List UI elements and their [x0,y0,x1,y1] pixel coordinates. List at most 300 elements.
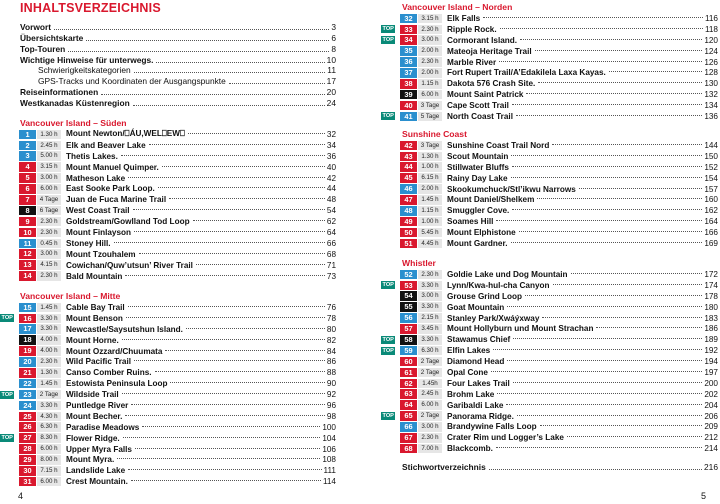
route-page: 68 [326,249,336,259]
route-row [0,227,336,238]
route-duration: 2.15 h [418,313,442,323]
route-page: 192 [704,346,718,356]
route-duration: 3.00 h [418,291,442,301]
route-page: 62 [326,217,336,227]
toc-entry-page: 6 [331,32,336,43]
route-name: Thetis Lakes. [66,151,118,161]
route-page: 92 [326,390,336,400]
route-row [381,78,718,89]
route-duration: 5.45 h [418,228,442,238]
route-number-badge: 37 [400,68,417,78]
route-number-badge: 36 [400,57,417,67]
route-page: 66 [326,238,336,248]
route-duration: 2.30 h [418,270,442,280]
route-row [0,183,336,194]
page-number-right: 5 [700,491,706,501]
route-name: Garibaldi Lake [447,400,504,410]
route-name: Lynn/Kwa-hul-cha Canyon [447,280,550,290]
route-name: Sunshine Coast Trail Nord [447,140,550,150]
route-name: Newcastle/Saysutshun Island. [66,324,183,334]
route-row [0,465,336,476]
route-number-badge: 53 [400,281,417,291]
route-number-badge: 44 [400,162,417,172]
route-duration: 6.00 h [418,90,442,100]
route-duration: 3.15 h [37,162,61,172]
index-entry [402,461,718,472]
route-name: Blackcomb. [447,444,493,454]
route-duration: 3.45 h [418,324,442,334]
route-page: 98 [326,411,336,421]
route-duration: 2.30 h [37,217,61,227]
route-page: 40 [326,162,336,172]
route-page: 124 [704,46,718,56]
toc-entry [20,54,336,65]
route-page: 202 [704,389,718,399]
route-number-badge: 33 [400,25,417,35]
route-duration: 6.30 h [37,422,61,432]
route-page: 128 [704,68,718,78]
route-number-badge: 58 [400,335,417,345]
route-name: Crest Mountain. [66,477,128,487]
route-number-badge: 19 [19,346,36,356]
route-number-badge: 15 [19,303,36,313]
route-row [0,454,336,465]
route-number-badge: 18 [19,335,36,345]
route-row [381,400,718,411]
route-duration: 6.00 h [37,184,61,194]
toc-entry-label: Reiseinformationen [20,87,99,98]
route-number-badge: 22 [19,379,36,389]
route-row [381,280,718,291]
route-name: Mount Saint Patrick [447,90,524,100]
route-row [381,216,718,227]
route-number-badge: 66 [400,422,417,432]
route-name: Juan de Fuca Marine Trail [66,195,167,205]
toc-entry-label: Übersichtskarte [20,32,84,43]
route-name: Goldstream/Gowlland Tod Loop [66,217,190,227]
route-number-badge: 62 [400,379,417,389]
route-duration: 3.00 h [37,173,61,183]
index-label: Stichwortverzeichnis [402,461,486,472]
route-name: Rainy Day Lake [447,173,508,183]
route-name: Dakota 576 Crash Site. [447,79,536,89]
route-row [0,400,336,411]
route-name: Opal Cone [447,367,488,377]
route-page: 111 [323,466,336,476]
route-row [381,269,718,280]
route-name: Canso Comber Ruins. [66,368,152,378]
route-row [381,162,718,173]
toc-entry-label: GPS-Tracks und Koordinaten der Ausgangspunkte [38,76,226,87]
route-page: 154 [704,173,718,183]
toc-entry-page: 10 [326,54,336,65]
route-name: Elfin Lakes [447,346,491,356]
route-page: 120 [704,35,718,45]
route-row [381,111,718,122]
route-duration: 2.45 h [418,389,442,399]
route-duration: 3.00 h [418,422,442,432]
route-number-badge: 27 [19,433,36,443]
toc-entry [20,43,336,54]
route-row [381,140,718,151]
route-duration: 6.15 h [418,173,442,183]
route-duration: 1.45 h [37,379,61,389]
route-name: Panorama Ridge. [447,411,514,421]
route-row [381,57,718,68]
route-page: 71 [326,260,336,270]
route-page: 150 [704,151,718,161]
route-page: 134 [704,101,718,111]
route-row [0,378,336,389]
route-page: 116 [704,13,718,23]
route-name: Bald Mountain [66,271,123,281]
route-row [381,378,718,389]
route-row [0,367,336,378]
route-name: Wildside Trail [66,390,119,400]
route-number-badge: 6 [19,184,36,194]
route-number-badge: 8 [19,206,36,216]
route-row [0,389,336,400]
route-name: Mateoja Heritage Trail [447,46,532,56]
route-page: 214 [704,444,718,454]
route-duration: 2.00 h [418,184,442,194]
route-page: 166 [704,228,718,238]
route-duration: 1.45 h [418,195,442,205]
route-duration: 2 Tage [418,357,442,367]
route-name: Goldie Lake und Dog Mountain [447,269,568,279]
route-page: 54 [326,206,336,216]
route-duration: 2 Tage [37,390,61,400]
route-row [381,291,718,302]
route-page: 100 [322,422,336,432]
section-norden-list [381,13,718,122]
route-name: Flower Ridge. [66,433,120,443]
route-name: Stoney Hill. [66,238,111,248]
toc-entry-label: Westkanadas Küstenregion [20,98,130,109]
route-duration: 6.00 h [37,444,61,454]
route-page: 73 [326,271,336,281]
route-duration: 4 Tage [37,195,61,205]
route-duration: 5.00 h [37,151,61,161]
route-duration: 1.00 h [418,162,442,172]
route-row [0,249,336,260]
route-duration: 3.15 h [418,14,442,24]
route-page: 78 [326,313,336,323]
route-name: Mount Benson [66,313,123,323]
route-page: 197 [704,367,718,377]
route-row [0,411,336,422]
route-number-badge: 16 [19,314,36,324]
route-name: Soames Hill [447,217,494,227]
route-number-badge: 41 [400,112,417,122]
route-row [381,35,718,46]
general-contents [20,21,336,108]
route-number-badge: 4 [19,162,36,172]
route-duration: 3.30 h [37,401,61,411]
route-duration: 3.00 h [418,35,442,45]
route-row [381,151,718,162]
route-number-badge: 55 [400,302,417,312]
route-number-badge: 42 [400,141,417,151]
route-name: Elk and Beaver Lake [66,140,146,150]
route-duration: 6.30 h [418,346,442,356]
route-page: 183 [704,313,718,323]
route-page: 76 [326,302,336,312]
route-number-badge: 13 [19,260,36,270]
route-page: 84 [326,346,336,356]
route-name: Estowista Peninsula Loop [66,379,168,389]
toc-entry-page: 3 [331,21,336,32]
route-number-badge: 38 [400,79,417,89]
route-row [381,302,718,313]
route-name: Matheson Lake [66,173,126,183]
route-row [381,46,718,57]
route-duration: 1.30 h [418,152,442,162]
route-duration: 2 Tage [418,411,442,421]
route-page: 96 [326,400,336,410]
route-page: 132 [704,90,718,100]
route-name: Paradise Meadows [66,422,140,432]
route-row [381,443,718,454]
route-number-badge: 45 [400,173,417,183]
route-page: 206 [704,411,718,421]
section-title-sunshine: Sunshine Coast [402,129,467,139]
route-row [0,433,336,444]
route-row [381,389,718,400]
route-page: 204 [704,400,718,410]
route-number-badge: 68 [400,444,417,454]
route-name: Crater Rim und Logger’s Lake [447,433,564,443]
route-page: 48 [326,195,336,205]
route-row [381,367,718,378]
route-number-badge: 40 [400,101,417,111]
route-name: West Coast Trail [66,206,130,216]
route-duration: 1.00 h [418,217,442,227]
route-name: East Sooke Park Loop. [66,184,155,194]
route-row [0,271,336,282]
route-duration: 3.00 h [37,249,61,259]
route-name: Puntledge River [66,400,129,410]
route-duration: 6.00 h [37,477,61,487]
route-page: 189 [704,335,718,345]
route-row [0,302,336,313]
route-name: North Coast Trail [447,111,513,121]
top-badge: TOP [382,282,394,289]
route-row [0,205,336,216]
route-row [381,194,718,205]
route-page: 86 [326,357,336,367]
route-name: Cable Bay Trail [66,302,125,312]
route-name: Mount Tzouhalem [66,249,136,259]
route-number-badge: 56 [400,313,417,323]
route-number-badge: 47 [400,195,417,205]
route-name: Stanley Park/Xwáýxway [447,313,540,323]
top-badge: TOP [382,413,394,420]
route-number-badge: 30 [19,466,36,476]
route-number-badge: 23 [19,390,36,400]
route-duration: 3.30 h [418,335,442,345]
route-row [0,238,336,249]
route-number-badge: 50 [400,228,417,238]
route-row [0,346,336,357]
section-whistler-list [381,269,718,454]
toc-entry [20,21,336,32]
route-number-badge: 39 [400,90,417,100]
route-number-badge: 60 [400,357,417,367]
route-row [381,89,718,100]
route-name: Mount Gardner. [447,238,508,248]
route-name: Goat Mountain [447,302,505,312]
route-number-badge: 9 [19,217,36,227]
route-page: 194 [704,357,718,367]
route-page: 130 [704,79,718,89]
route-name: Mount Newton/⎕ÁU,WEL⎕EW⎕ [66,129,185,139]
route-name: Stawamus Chief [447,335,511,345]
toc-entry [20,32,336,43]
route-row [381,432,718,443]
route-page: 42 [326,173,336,183]
route-number-badge: 11 [19,239,36,249]
route-duration: 2.30 h [418,433,442,443]
section-title-norden: Vancouver Island – Norden [402,2,513,12]
top-badge: TOP [382,336,394,343]
route-number-badge: 64 [400,400,417,410]
route-row [0,335,336,346]
route-row [0,216,336,227]
route-duration: 7.00 h [418,444,442,454]
top-badge: TOP [1,315,13,322]
route-number-badge: 12 [19,249,36,259]
route-name: Mount Elphistone [447,228,516,238]
route-row [0,324,336,335]
route-number-badge: 67 [400,433,417,443]
route-number-badge: 35 [400,46,417,56]
route-duration: 2.30 h [37,271,61,281]
route-name: Brohm Lake [447,389,495,399]
route-row [0,162,336,173]
route-duration: 2.30 h [37,357,61,367]
section-sued-list [0,129,336,281]
route-name: Elk Falls [447,13,481,23]
route-page: 118 [704,24,718,34]
route-number-badge: 14 [19,271,36,281]
route-number-badge: 31 [19,477,36,487]
route-row [381,238,718,249]
route-number-badge: 46 [400,184,417,194]
route-number-badge: 25 [19,412,36,422]
route-duration: 8.30 h [37,433,61,443]
section-mitte-list [0,302,336,487]
route-row [0,444,336,455]
route-duration: 3.30 h [37,324,61,334]
route-name: Mount Hollyburn und Mount Strachan [447,324,594,334]
route-name: Diamond Head [447,357,505,367]
route-row [381,334,718,345]
route-duration: 2.30 h [418,57,442,67]
route-duration: 3 Tage [418,141,442,151]
toc-entry [20,86,336,97]
route-number-badge: 65 [400,411,417,421]
route-name: Landslide Lake [66,466,126,476]
route-page: 44 [326,184,336,194]
route-page: 36 [326,151,336,161]
route-duration: 1.30 h [37,368,61,378]
route-name: Wild Pacific Trail [66,357,131,367]
route-name: Ripple Rock. [447,24,497,34]
route-name: Marble River [447,57,497,67]
route-page: 144 [704,140,718,150]
route-row [0,260,336,271]
route-row [381,411,718,422]
route-duration: 2.45 h [37,141,61,151]
route-row [381,323,718,334]
route-duration: 4.00 h [37,335,61,345]
toc-entry-label: Vorwort [20,21,52,32]
route-page: 162 [704,206,718,216]
route-number-badge: 49 [400,217,417,227]
route-name: Upper Myra Falls [66,444,132,454]
route-number-badge: 52 [400,270,417,280]
route-row [381,227,718,238]
route-page: 152 [704,162,718,172]
route-name: Mount Horne. [66,335,119,345]
route-page: 114 [322,477,336,487]
route-page: 106 [322,444,336,454]
toc-entry-label: Wichtige Hinweise für unterwegs. [20,54,154,65]
route-page: 88 [326,368,336,378]
route-name: Cowichan/Quw’utsun’ River Trail [66,260,193,270]
route-duration: 1.45h [418,379,442,389]
route-number-badge: 51 [400,239,417,249]
top-badge: TOP [1,391,13,398]
route-page: 80 [326,324,336,334]
route-row [381,173,718,184]
route-page: 82 [326,335,336,345]
route-duration: 0.45 h [37,239,61,249]
route-page: 108 [322,455,336,465]
route-number-badge: 54 [400,291,417,301]
route-number-badge: 57 [400,324,417,334]
route-number-badge: 10 [19,228,36,238]
route-name: Mount Daniel/Shelkem [447,195,535,205]
route-row [0,140,336,151]
route-row [381,345,718,356]
route-duration: 2.00 h [418,68,442,78]
route-row [0,173,336,184]
route-number-badge: 43 [400,152,417,162]
route-row [0,356,336,367]
route-row [381,184,718,195]
route-row [381,205,718,216]
route-number-badge: 26 [19,422,36,432]
route-name: Skookumchuck/Stl’ikwu Narrows [447,184,576,194]
page-title: INHALTSVERZEICHNIS [20,1,161,15]
toc-entry [20,65,336,76]
top-badge: TOP [1,435,13,442]
route-name: Grouse Grind Loop [447,291,523,301]
route-page: 64 [326,227,336,237]
route-page: 212 [704,433,718,443]
route-name: Brandywine Falls Loop [447,422,537,432]
route-duration: 2.00 h [418,46,442,56]
route-page: 126 [704,57,718,67]
section-title-sued: Vancouver Island – Süden [20,118,127,128]
route-row [381,313,718,324]
route-name: Smuggler Cove. [447,206,510,216]
route-name: Mount Finlayson [66,227,132,237]
route-duration: 3.30 h [418,281,442,291]
route-page: 90 [326,379,336,389]
